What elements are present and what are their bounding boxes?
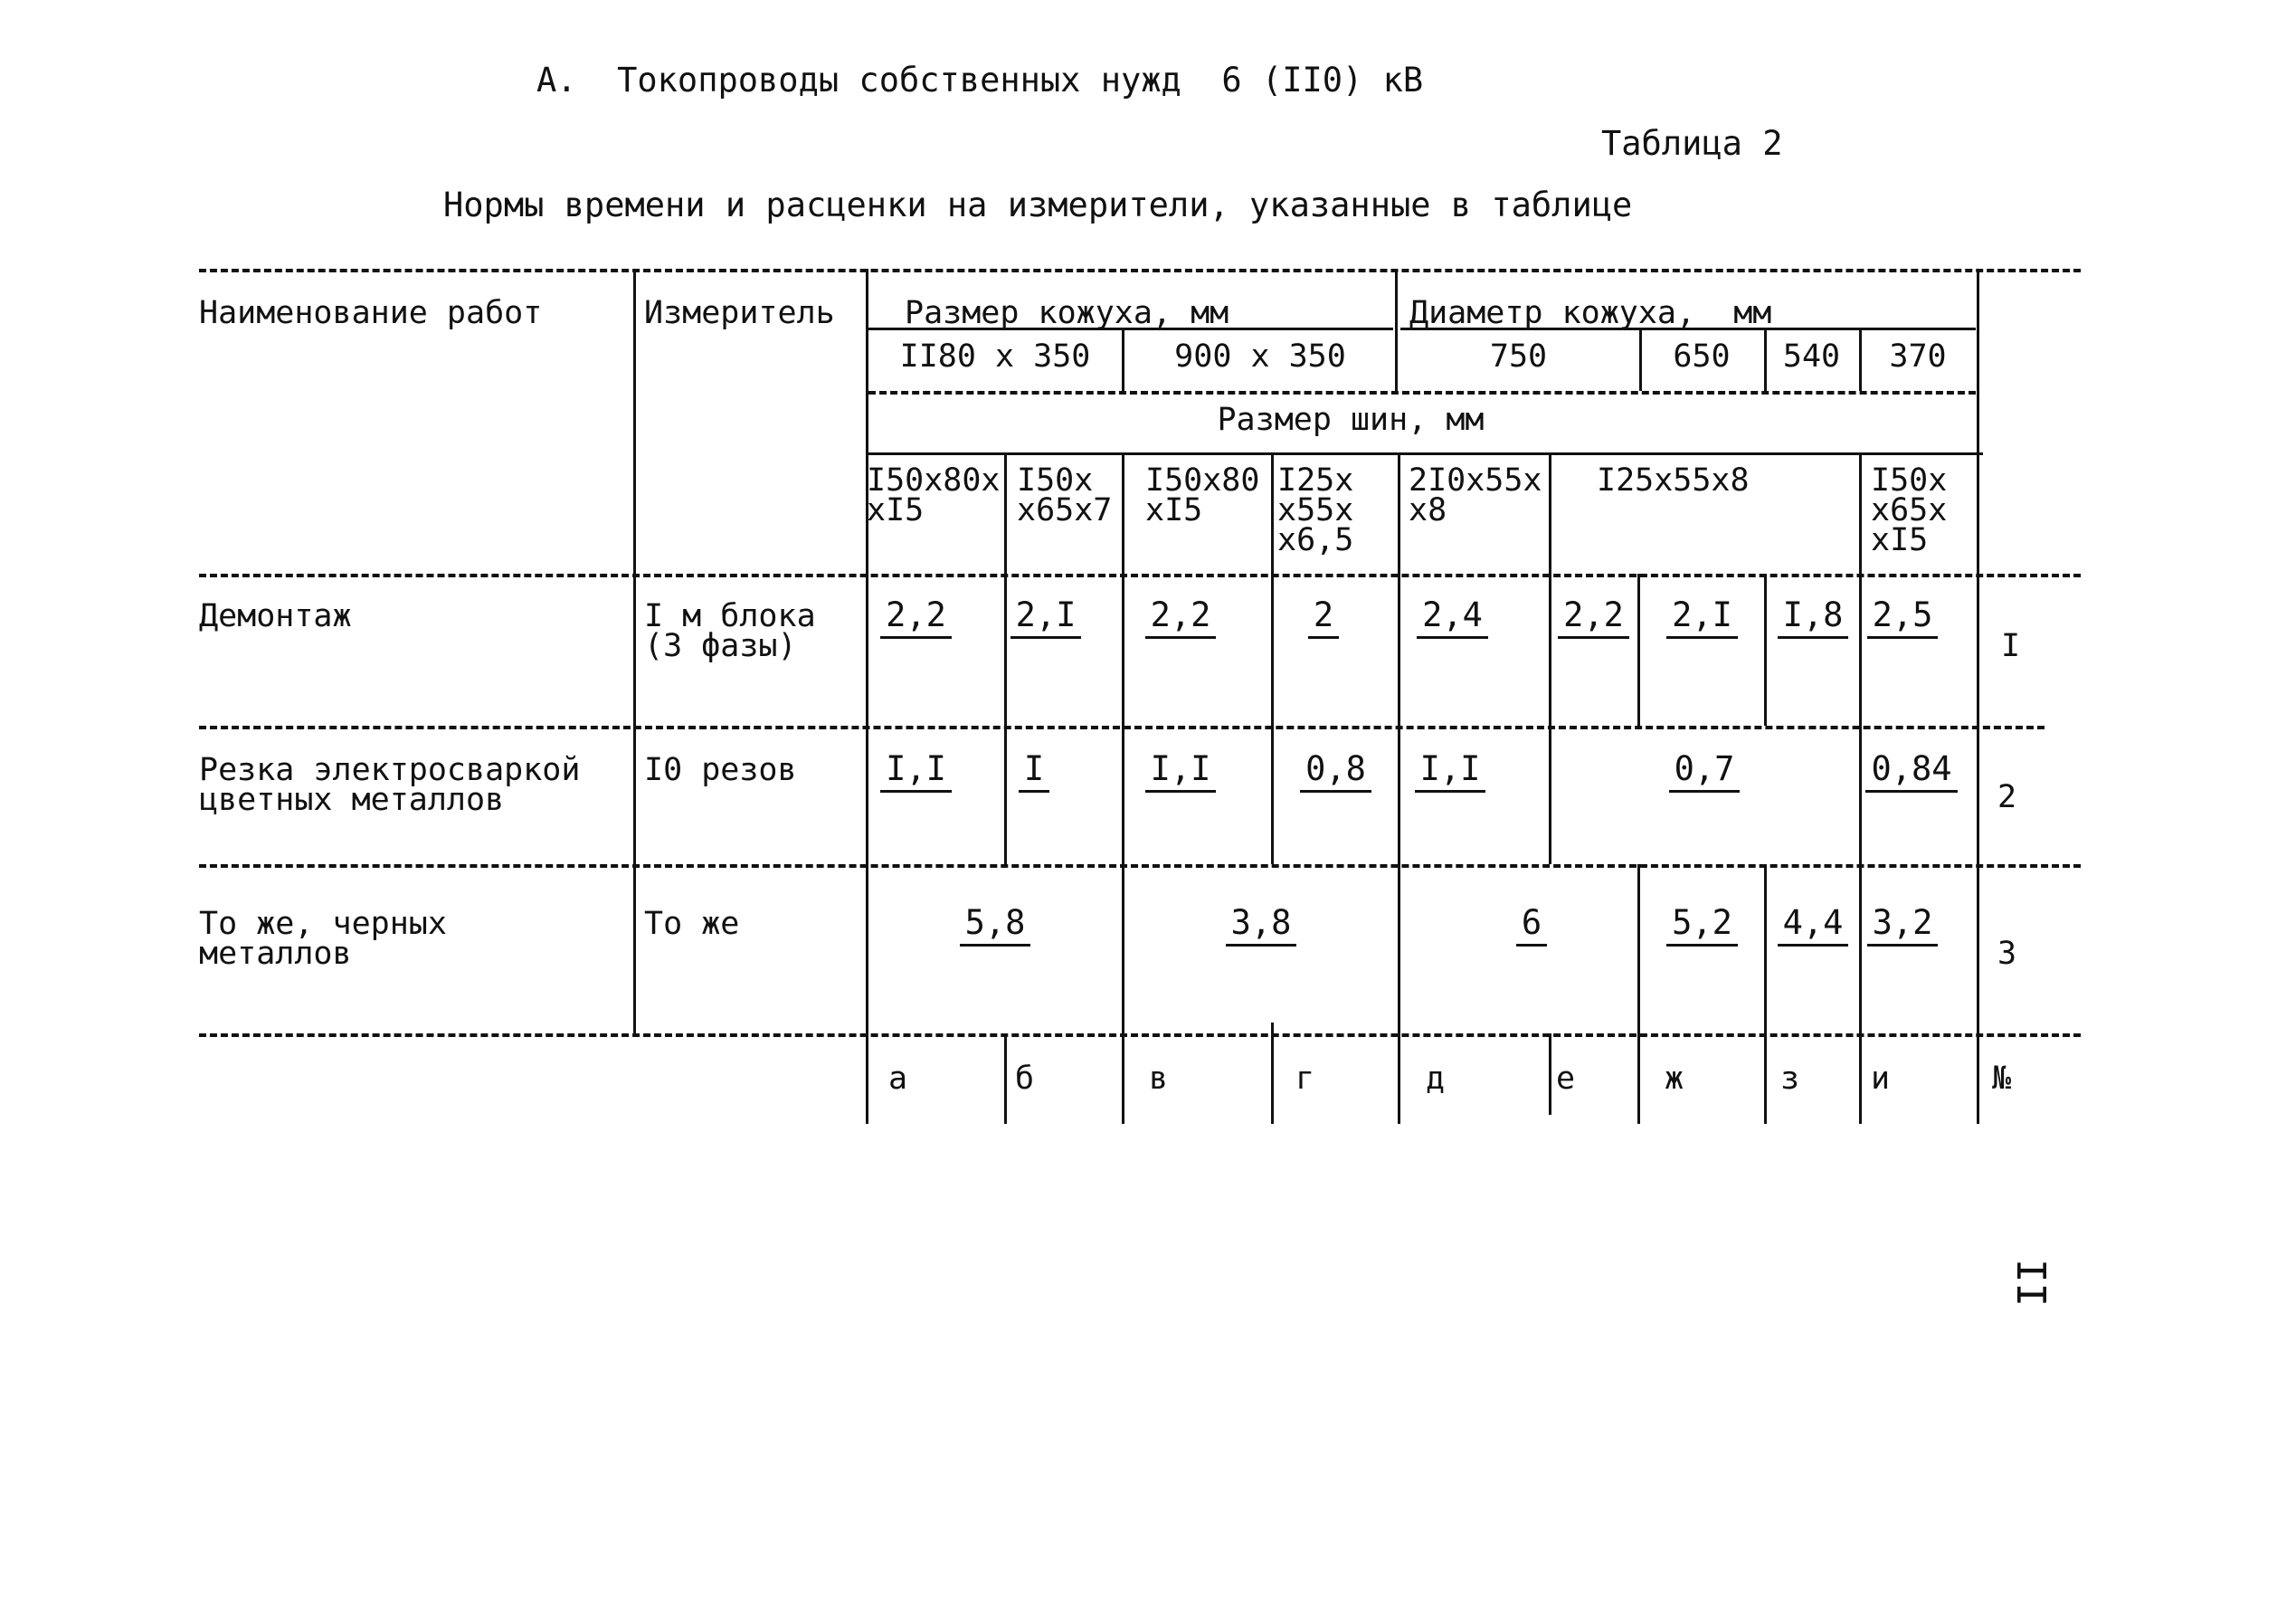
col-letter-b: б — [1015, 1061, 1035, 1097]
header-measure: Измеритель — [644, 295, 835, 331]
vline-zh-z-foot — [1764, 864, 1767, 1124]
row3-number: 3 — [1997, 936, 2017, 972]
col-letter-z: з — [1780, 1061, 1800, 1097]
vline-v-g-foot — [1271, 1023, 1274, 1124]
casing-size-1180x350: II80 x 350 — [899, 338, 1091, 375]
casing-size-900x350: 900 x 350 — [1174, 338, 1346, 375]
col-letter-g: г — [1295, 1061, 1315, 1097]
row2-value-e-z: 0,7 — [1550, 751, 1859, 787]
rule-header-bottom — [199, 574, 2081, 577]
header-casing-diameter: Диаметр кожуха, мм — [1409, 295, 1772, 331]
bus-size-d: 2I0x55x x8 — [1409, 462, 1542, 528]
rule-bus-size-top — [868, 391, 1976, 395]
header-bus-size: Размер шин, мм — [1217, 402, 1485, 438]
row3-value-i: 3,2 — [1862, 905, 1943, 941]
vline-z-i — [1859, 452, 1862, 1124]
vline-casing-mid — [1395, 269, 1398, 391]
row2-value-b: I — [1007, 751, 1061, 787]
table-subtitle: Нормы времени и расценки на измерители, указанные в таблице — [443, 186, 1633, 224]
vline-e-zh-foot — [1637, 864, 1640, 1124]
row2-value-a: I,I — [868, 751, 963, 787]
rule-row3-bottom — [199, 1033, 2081, 1037]
bus-size-i: I50x x65x xI5 — [1871, 462, 1948, 558]
vline-d-e-foot — [1549, 1033, 1551, 1115]
row3-name: То же, черных металлов — [199, 906, 447, 972]
row3-value-a-b: 5,8 — [868, 905, 1122, 941]
vline-v-g — [1271, 452, 1274, 864]
vline-measure-values — [866, 269, 868, 1124]
row1-value-g: 2 — [1274, 597, 1373, 633]
rule-bus-size-bottom — [868, 452, 1983, 455]
casing-diameter-750: 750 — [1489, 338, 1548, 375]
vline-d-e — [1549, 452, 1551, 864]
row3-measure: То же — [644, 906, 740, 942]
col-letter-e: е — [1556, 1061, 1576, 1097]
row1-value-b: 2,I — [1007, 597, 1085, 633]
row3-value-v-g: 3,8 — [1124, 905, 1398, 941]
row1-value-i: 2,5 — [1862, 597, 1943, 633]
vline-a-b-foot — [1004, 1033, 1007, 1124]
vline-numcol — [1977, 269, 1979, 1124]
header-work-name: Наименование работ — [199, 295, 543, 331]
row1-name: Демонтаж — [199, 598, 352, 634]
vline-b-v — [1122, 452, 1124, 1124]
row1-value-v: 2,2 — [1131, 597, 1230, 633]
row2-name: Резка электросваркой цветных металлов — [199, 752, 581, 818]
row1-value-d: 2,4 — [1400, 597, 1504, 633]
bus-size-g: I25x x55x x6,5 — [1277, 462, 1354, 558]
col-letter-d: д — [1426, 1061, 1446, 1097]
casing-diameter-650: 650 — [1673, 338, 1731, 375]
row1-measure: I м блока (3 фазы) — [644, 598, 816, 664]
bus-size-v: I50x80 xI5 — [1145, 462, 1260, 528]
bus-size-b: I50x x65x7 — [1017, 462, 1113, 528]
casing-diameter-370: 370 — [1889, 338, 1947, 375]
bus-size-e-z: I25x55x8 — [1597, 462, 1750, 499]
col-letter-a: а — [888, 1061, 908, 1097]
col-letter-v: в — [1149, 1061, 1169, 1097]
col-letter-zh: ж — [1665, 1061, 1684, 1097]
rule-top — [199, 269, 2081, 272]
vline-name-measure — [633, 269, 636, 1033]
row2-value-d: I,I — [1400, 751, 1500, 787]
section-title: А. Токопроводы собственных нужд 6 (II0) кВ — [536, 61, 1424, 100]
row1-number: I — [2001, 628, 2021, 664]
bus-size-a: I50x80x xI5 — [867, 462, 1001, 528]
row2-value-i: 0,84 — [1862, 751, 1961, 787]
row3-value-zh: 5,2 — [1640, 905, 1764, 941]
row2-value-g: 0,8 — [1274, 751, 1398, 787]
row2-number: 2 — [1997, 779, 2017, 815]
casing-diameter-540: 540 — [1782, 338, 1841, 375]
row1-value-a: 2,2 — [868, 597, 963, 633]
row2-value-v: I,I — [1131, 751, 1230, 787]
vline-g-d — [1398, 452, 1400, 1124]
row1-value-e: 2,2 — [1550, 597, 1637, 633]
row3-value-z: 4,4 — [1767, 905, 1859, 941]
number-sign: № — [1992, 1061, 2012, 1097]
page-number: II — [2007, 1259, 2054, 1307]
row1-value-z: I,8 — [1767, 597, 1859, 633]
vline-a-b — [1004, 452, 1007, 864]
row2-measure: I0 резов — [644, 752, 797, 788]
table-label: Таблица 2 — [1601, 124, 1783, 163]
row1-value-zh: 2,I — [1640, 597, 1764, 633]
rule-row2-bottom — [199, 864, 2081, 868]
row3-value-d-e: 6 — [1400, 905, 1663, 941]
col-letter-i: и — [1871, 1061, 1891, 1097]
header-casing-size: Размер кожуха, мм — [905, 295, 1229, 331]
